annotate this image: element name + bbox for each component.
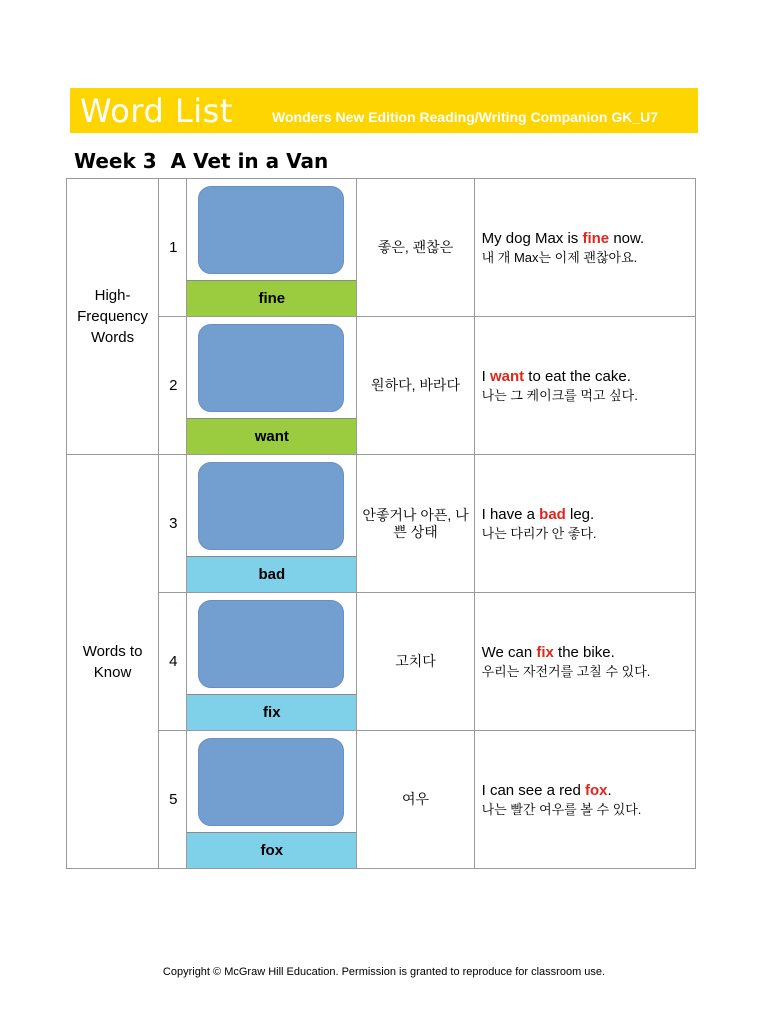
word-meaning: 원하다, 바라다 — [357, 317, 474, 455]
category-label: Words to Know — [82, 642, 143, 681]
word-meaning: 여우 — [357, 731, 474, 869]
highlighted-word: fix — [536, 643, 554, 661]
example-sentence: We can fix the bike. — [481, 643, 615, 661]
word-number: 5 — [159, 731, 187, 869]
word-table — [66, 178, 696, 869]
copyright-notice: Copyright © McGraw Hill Education. Permission is granted to reproduce for classroom use. — [162, 966, 606, 978]
example-sentence-cell — [474, 317, 695, 455]
picture-cell — [187, 317, 357, 455]
example-sentence-cell — [474, 731, 695, 869]
picture-cell — [187, 593, 357, 731]
word-label: fox — [187, 832, 356, 868]
word-label: fine — [187, 280, 356, 316]
highlighted-word: fox — [585, 781, 608, 799]
example-sentence: I can see a red fox. — [481, 781, 612, 799]
table-row — [67, 179, 696, 317]
table-row — [67, 731, 696, 869]
picture-cell — [187, 179, 357, 317]
picture-cell — [187, 455, 357, 593]
word-meaning: 안좋거나 아픈, 나쁜 상태 — [357, 455, 474, 593]
page-subtitle: Wonders New Edition Reading/Writing Companion GK_U7 — [272, 109, 659, 125]
picture-placeholder — [198, 186, 344, 274]
word-meaning: 좋은, 괜찮은 — [357, 179, 474, 317]
table-row — [67, 455, 696, 593]
picture-placeholder — [198, 600, 344, 688]
korean-translation: 우리는 자전거를 고칠 수 있다. — [481, 663, 651, 679]
highlighted-word: bad — [539, 505, 566, 523]
story-title: A Vet in a Van — [170, 149, 329, 173]
highlighted-word: want — [489, 367, 525, 385]
category-cell — [67, 455, 159, 869]
category-cell — [67, 179, 159, 455]
picture-cell — [187, 731, 357, 869]
word-label: bad — [187, 556, 356, 592]
week-heading — [74, 149, 328, 173]
example-sentence-cell — [474, 593, 695, 731]
picture-placeholder — [198, 462, 344, 550]
korean-translation: 나는 다리가 안 좋다. — [481, 525, 597, 541]
word-number: 2 — [159, 317, 187, 455]
word-number: 1 — [159, 179, 187, 317]
example-sentence-cell — [474, 455, 695, 593]
table-row — [67, 317, 696, 455]
korean-translation: 내 개 Max는 이제 괜찮아요. — [481, 249, 638, 265]
category-label: High- Frequency Words — [77, 287, 148, 346]
example-sentence-cell — [474, 179, 695, 317]
highlighted-word: fine — [582, 229, 610, 247]
word-label: want — [187, 418, 356, 454]
word-number: 3 — [159, 455, 187, 593]
title-banner — [70, 88, 698, 133]
picture-placeholder — [198, 324, 344, 412]
week-label: Week 3 — [74, 149, 157, 173]
example-sentence: I have a bad leg. — [481, 505, 595, 523]
word-meaning: 고치다 — [357, 593, 474, 731]
korean-translation: 나는 빨간 여우를 볼 수 있다. — [481, 801, 642, 817]
example-sentence: My dog Max is fine now. — [481, 229, 645, 247]
word-number: 4 — [159, 593, 187, 731]
example-sentence: I want to eat the cake. — [481, 367, 631, 385]
page-title: Word List — [80, 92, 233, 130]
picture-placeholder — [198, 738, 344, 826]
word-label: fix — [187, 694, 356, 730]
table-row — [67, 593, 696, 731]
korean-translation: 나는 그 케이크를 먹고 싶다. — [481, 387, 638, 403]
